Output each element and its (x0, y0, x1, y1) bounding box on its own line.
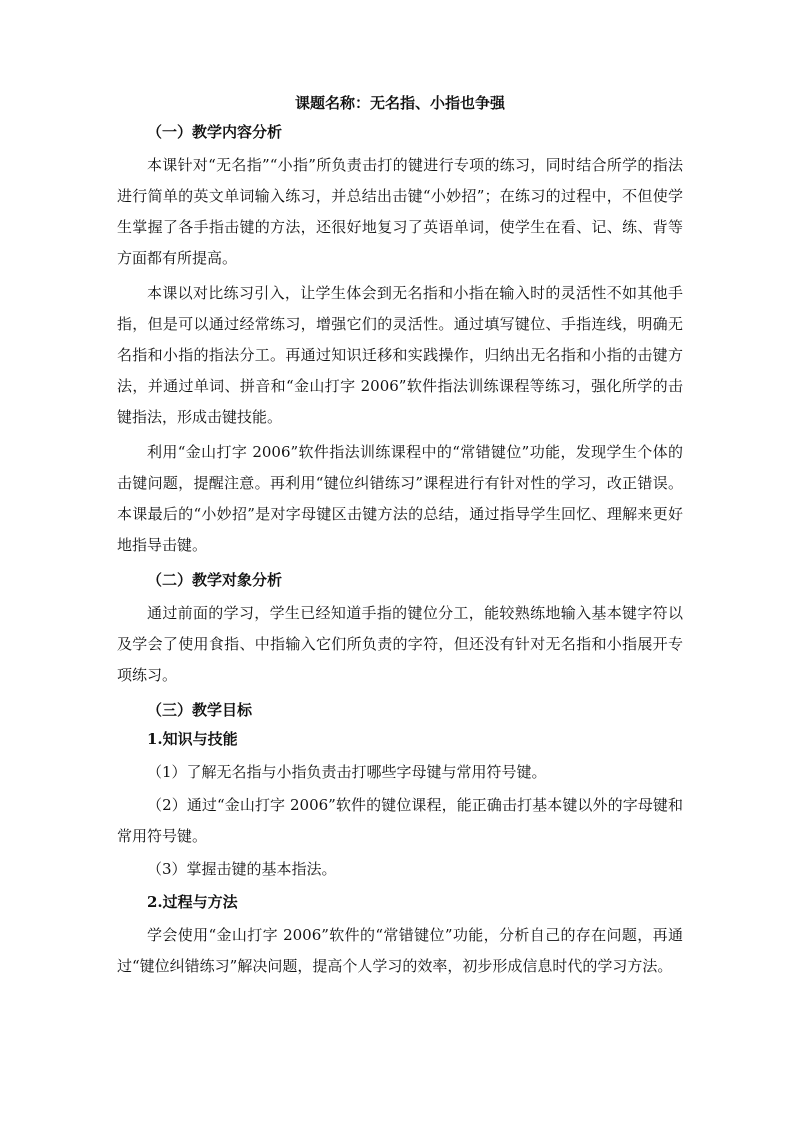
paragraph: 利用“金山打字 2006”软件指法训练课程中的“常错键位”功能，发现学生个体的击键问题，提醒注意。再利用“键位纠错练习”课程进行有针对性的学习，改正错误。本课最后的“小妙招”是对字母键区击键方法的总结，通过指导学生回忆、理解来更好地指导击键。 (117, 443, 683, 554)
section-heading: （二）教学对象分析 (147, 571, 283, 589)
paragraph: 通过前面的学习，学生已经知道手指的键位分工，能较熟练地输入基本键字符以及学会了使用食指、中指输入它们所负责的字符，但还没有针对无名指和小指展开专项练习。 (117, 604, 683, 684)
paragraph: 学会使用“金山打字 2006”软件的“常错键位”功能，分析自己的存在问题，再通过“键位纠错练习”解决问题，提高个人学习的效率，初步形成信息时代的学习方法。 (117, 926, 683, 975)
section-heading: （一）教学内容分析 (147, 123, 283, 141)
list-item: （1）了解无名指与小指负责击打哪些字母键与常用符号键。 (147, 763, 547, 781)
section-heading: （三）教学目标 (147, 701, 253, 719)
document-page (117, 92, 683, 982)
paragraph: 本课以对比练习引入，让学生体会到无名指和小指在输入时的灵活性不如其他手指，但是可以通过经常练习，增强它们的灵活性。通过填写键位、手指连线，明确无名指和小指的指法分工。再通过知识迁移和实践操作，归纳出无名指和小指的击键方法，并通过单词、拼音和“金山打字 2006”软件指法训练课程等练习，强化所学的击键指法，形成击键技能。 (117, 284, 683, 426)
page-title: 课题名称：无名指、小指也争强 (294, 94, 505, 112)
list-item: （3）掌握击键的基本指法。 (147, 860, 337, 878)
list-item: （2）通过“金山打字 2006”软件的键位课程，能正确击打基本键以外的字母键和常用符号键。 (117, 796, 683, 845)
subsection-heading: 1.知识与技能 (147, 730, 238, 748)
subsection-heading: 2.过程与方法 (147, 893, 238, 911)
paragraph: 本课针对“无名指”“小指”所负责击打的键进行专项的练习，同时结合所学的指法进行简单的英文单词输入练习，并总结出击键“小妙招”；在练习的过程中，不但使学生掌握了各手指击键的方法，还很好地复习了英语单词，使学生在看、记、练、背等方面都有所提高。 (117, 156, 683, 267)
